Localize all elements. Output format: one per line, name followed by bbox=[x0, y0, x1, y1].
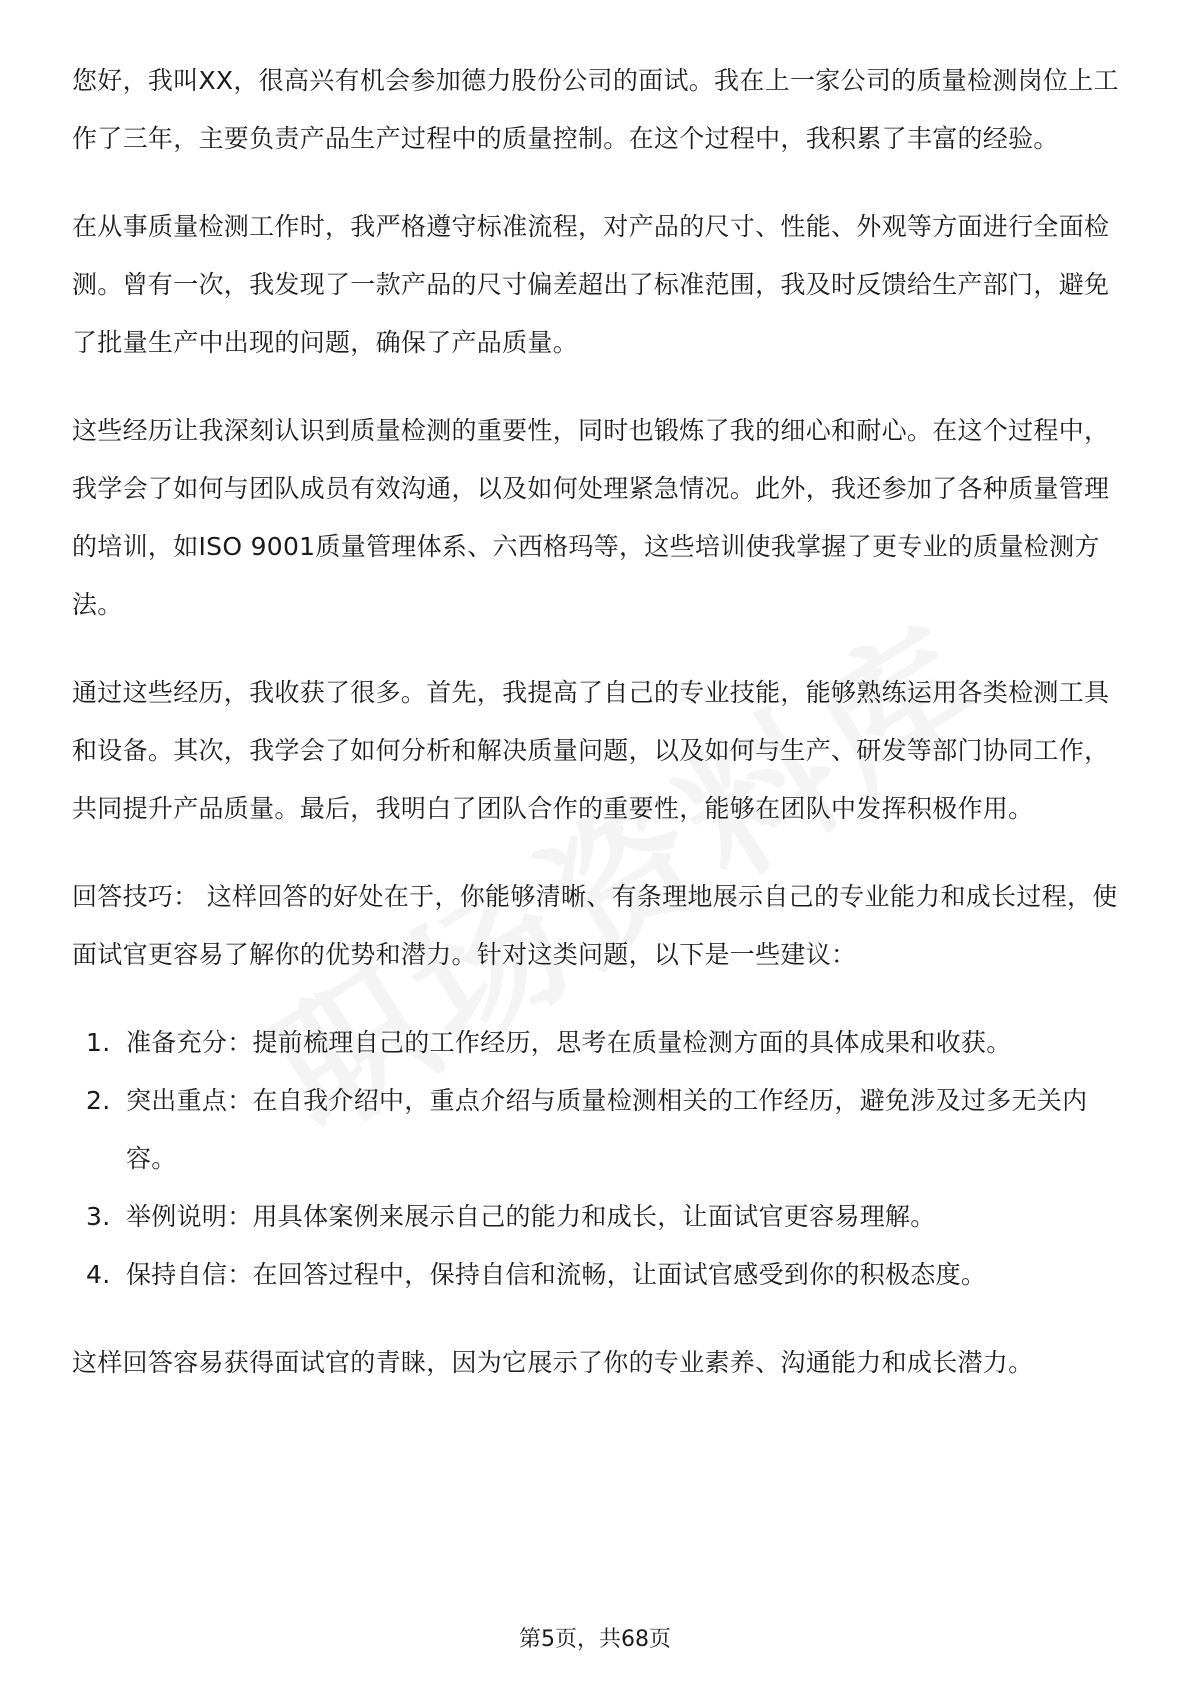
list-number: 2. bbox=[86, 1086, 111, 1115]
list-text: 保持自信：在回答过程中，保持自信和流畅，让面试官感受到你的积极态度。 bbox=[126, 1260, 987, 1289]
list-item bbox=[72, 1188, 1122, 1246]
tips-list bbox=[72, 1014, 1122, 1304]
paragraph-intro: 您好，我叫XX，很高兴有机会参加德力股份公司的面试。我在上一家公司的质量检测岗位上工作了三年，主要负责产品生产过程中的质量控制。在这个过程中，我积累了丰富的经验。 bbox=[72, 66, 1119, 153]
list-text: 准备充分：提前梳理自己的工作经历，思考在质量检测方面的具体成果和收获。 bbox=[126, 1028, 1012, 1057]
list-text: 举例说明：用具体案例来展示自己的能力和成长，让面试官更容易理解。 bbox=[126, 1202, 936, 1231]
paragraph-tips-intro: 回答技巧： 这样回答的好处在于，你能够清晰、有条理地展示自己的专业能力和成长过程，使面试官更容易了解你的优势和潜力。针对这类问题，以下是一些建议： bbox=[72, 882, 1118, 969]
list-number: 4. bbox=[86, 1260, 111, 1289]
list-item bbox=[72, 1072, 1122, 1188]
paragraph-experience: 在从事质量检测工作时，我严格遵守标准流程，对产品的尺寸、性能、外观等方面进行全面检测。曾有一次，我发现了一款产品的尺寸偏差超出了标准范围，我及时反馈给生产部门，避免了批量生产中出现的问题，确保了产品质量。 bbox=[72, 212, 1110, 357]
list-number: 1. bbox=[86, 1028, 111, 1057]
list-item bbox=[72, 1246, 1122, 1304]
paragraph-insights: 这些经历让我深刻认识到质量检测的重要性，同时也锻炼了我的细心和耐心。在这个过程中，我学会了如何与团队成员有效沟通，以及如何处理紧急情况。此外，我还参加了各种质量管理的培训，如ISO 9001质量管理体系、六西格玛等，这些培训使我掌握了更专业的质量检测方法。 bbox=[72, 416, 1110, 619]
page-number: 第5页，共68页 bbox=[519, 1627, 671, 1652]
list-number: 3. bbox=[86, 1202, 111, 1231]
document-page bbox=[72, 52, 1122, 1422]
paragraph-gains: 通过这些经历，我收获了很多。首先，我提高了自己的专业技能，能够熟练运用各类检测工具和设备。其次，我学会了如何分析和解决质量问题，以及如何与生产、研发等部门协同工作，共同提升产品质量。最后，我明白了团队合作的重要性，能够在团队中发挥积极作用。 bbox=[72, 678, 1110, 823]
paragraph-closing: 这样回答容易获得面试官的青睐，因为它展示了你的专业素养、沟通能力和成长潜力。 bbox=[72, 1348, 1034, 1377]
list-item bbox=[72, 1014, 1122, 1072]
list-text: 突出重点：在自我介绍中，重点介绍与质量检测相关的工作经历，避免涉及过多无关内容。 bbox=[126, 1086, 1088, 1173]
